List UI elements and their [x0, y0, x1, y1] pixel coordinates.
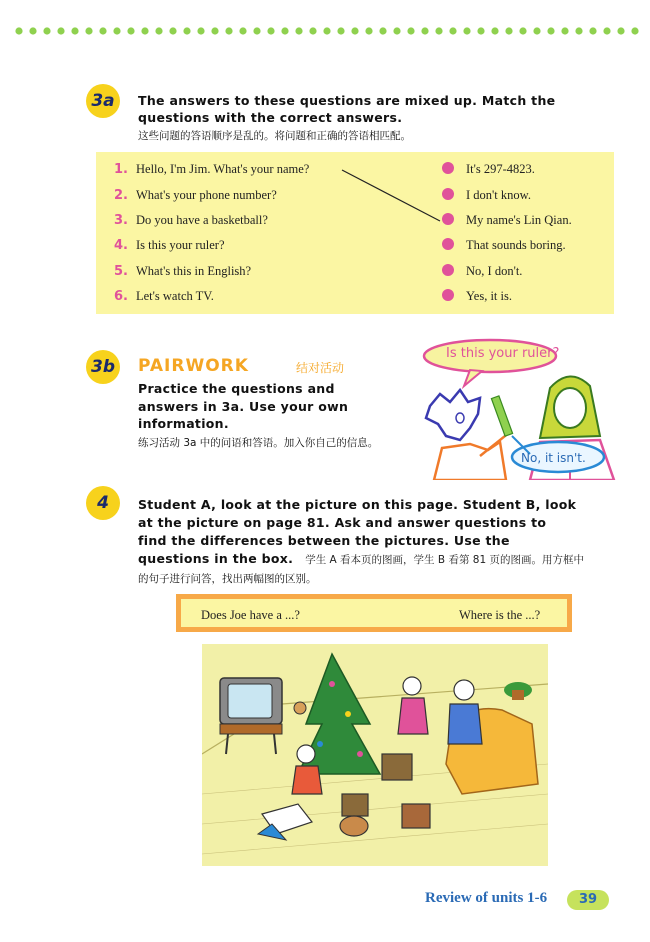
instruction-3b-line3: information. [138, 416, 229, 431]
border-dot [183, 27, 190, 34]
instruction-3b-line1: Practice the questions and [138, 381, 335, 396]
answer-4: That sounds boring. [442, 238, 566, 253]
border-dot [435, 27, 442, 34]
border-dot [15, 27, 22, 34]
question-6: 6. Let's watch TV. [114, 289, 214, 304]
instruction-4-line1: Student A, look at the picture on this page. Student B, look [138, 497, 577, 512]
answer-3: My name's Lin Qian. [442, 213, 572, 228]
chair-3 [402, 804, 430, 828]
question-5: 5. What's this in English? [114, 264, 252, 279]
pairwork-title-chinese: 结对活动 [296, 361, 345, 375]
footer-title: Review of units 1-6 [425, 890, 548, 906]
dog [340, 816, 368, 836]
bullet-icon [442, 188, 454, 200]
border-dot [281, 27, 288, 34]
bullet-icon [442, 238, 454, 250]
border-dot [239, 27, 246, 34]
border-dot [491, 27, 498, 34]
bullet-icon [442, 162, 454, 174]
page-number: 39 [567, 890, 609, 910]
border-dot [631, 27, 638, 34]
instruction-4-chinese-line2: 的句子进行问答，找出两幅图的区别。 [138, 573, 317, 585]
living-room-illustration [202, 644, 548, 866]
border-dot [603, 27, 610, 34]
question-3: 3. Do you have a basketball? [114, 213, 268, 228]
person-3 [297, 745, 315, 763]
border-dot [225, 27, 232, 34]
border-dot [323, 27, 330, 34]
border-dot [365, 27, 372, 34]
border-dot [71, 27, 78, 34]
border-dot [589, 27, 596, 34]
speech-bubble-2-text: No, it isn't. [521, 451, 586, 465]
matching-box [96, 152, 614, 314]
phrase-2: Where is the ...? [459, 608, 541, 622]
border-dot [113, 27, 120, 34]
ruler-icon [491, 396, 512, 436]
question-1: 1. Hello, I'm Jim. What's your name? [114, 162, 310, 177]
border-dot [141, 27, 148, 34]
answer-2: I don't know. [442, 188, 531, 203]
boy-figure [426, 390, 480, 440]
border-dot [617, 27, 624, 34]
border-dot [127, 27, 134, 34]
border-dot [351, 27, 358, 34]
border-dot [267, 27, 274, 34]
border-dot [295, 27, 302, 34]
chair-1 [382, 754, 412, 780]
instruction-3a-line1: The answers to these questions are mixed up. Match the [138, 93, 556, 108]
border-dot [477, 27, 484, 34]
badge-4: 4 [86, 486, 120, 520]
border-dot [197, 27, 204, 34]
phrase-box [176, 594, 572, 632]
border-dot [379, 27, 386, 34]
border-dot [253, 27, 260, 34]
border-dot [155, 27, 162, 34]
border-dot [85, 27, 92, 34]
match-line [96, 152, 614, 314]
border-dot [547, 27, 554, 34]
border-dot [99, 27, 106, 34]
border-dot [393, 27, 400, 34]
answer-6: Yes, it is. [442, 289, 512, 304]
answer-1: It's 297-4823. [442, 162, 535, 177]
border-dot [561, 27, 568, 34]
border-dot [337, 27, 344, 34]
border-dot [309, 27, 316, 34]
person-2 [403, 677, 421, 695]
border-dot [533, 27, 540, 34]
border-dot [43, 27, 50, 34]
bullet-icon [442, 289, 454, 301]
border-dot [449, 27, 456, 34]
border-dot [505, 27, 512, 34]
border-dot [29, 27, 36, 34]
border-dot [421, 27, 428, 34]
question-4: 4. Is this your ruler? [114, 238, 225, 253]
instruction-4-line4: questions in the box. 学生 A 看本页的图画，学生 B 看第 81 页的图画。用方框中 [138, 551, 584, 566]
teddy-bear [294, 702, 306, 714]
phrase-1: Does Joe have a ...? [201, 608, 300, 622]
border-dot [211, 27, 218, 34]
border-dot [407, 27, 414, 34]
badge-3a: 3a [86, 84, 120, 118]
bullet-icon [442, 264, 454, 276]
top-dot-border [14, 26, 644, 36]
instruction-4-line3: find the differences between the pictures. Use the [138, 533, 510, 548]
instruction-4-line2: at the picture on page 81. Ask and answer questions to [138, 515, 547, 530]
answer-5: No, I don't. [442, 264, 522, 279]
border-dot [57, 27, 64, 34]
chair-2 [342, 794, 368, 816]
instruction-3a-chinese: 这些问题的答语顺序是乱的。将问题和正确的答语相匹配。 [138, 130, 411, 142]
instruction-3b-chinese: 练习活动 3a 中的问语和答语。加入你自己的信息。 [138, 437, 379, 449]
border-dot [519, 27, 526, 34]
border-dot [169, 27, 176, 34]
person-1 [454, 680, 474, 700]
border-dot [463, 27, 470, 34]
instruction-3b-line2: answers in 3a. Use your own [138, 399, 349, 414]
speech-bubble-1-text: Is this your ruler? [446, 346, 560, 361]
bullet-icon [442, 213, 454, 225]
border-dot [575, 27, 582, 34]
badge-3b: 3b [86, 350, 120, 384]
instruction-3a-line2: questions with the correct answers. [138, 110, 403, 125]
pairwork-title: PAIRWORK [138, 356, 249, 376]
question-2: 2. What's your phone number? [114, 188, 277, 203]
